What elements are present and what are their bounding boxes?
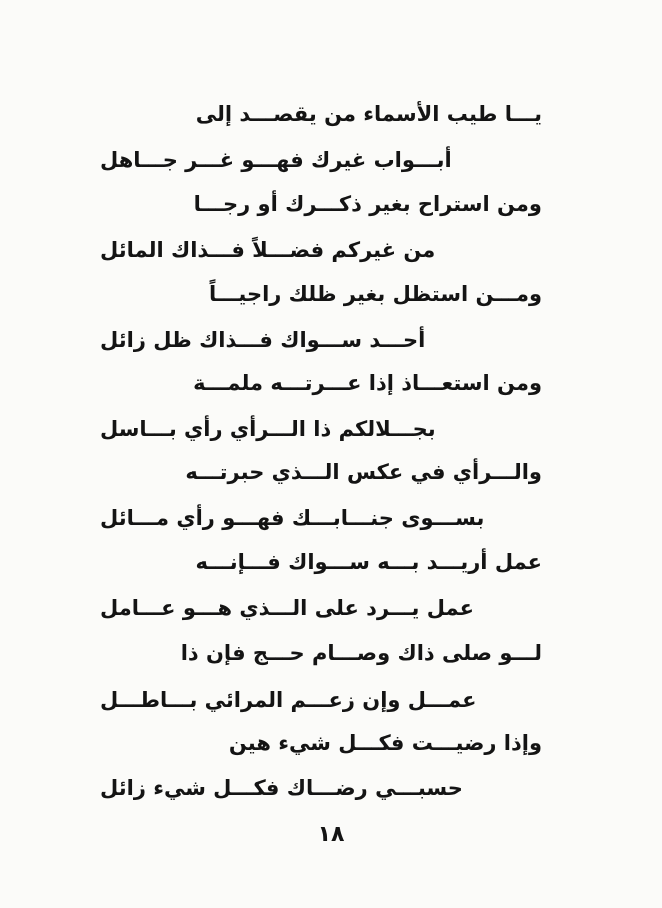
verse-line-15: وإذا رضيـــت فكـــل شيء هين	[228, 731, 542, 755]
verse-line-4: من غيركم فضـــلاً فـــذاك المائل	[100, 238, 436, 262]
verse-line-8: بجـــلالكم ذا الـــرأي رأي بـــاسل	[100, 417, 436, 441]
verse-line-16: حسبـــي رضـــاك فكـــل شيء زائل	[100, 776, 463, 800]
verse-line-3: ومن استراح بغير ذكـــرك أو رجـــا	[193, 192, 542, 216]
verse-line-5: ومـــن استظل بغير ظلك راجيـــاً	[208, 282, 542, 306]
verse-line-10: بســـوى جنـــابـــك فهـــو رأي مـــائل	[100, 506, 485, 530]
verse-line-2: أبـــواب غيرك فهـــو غـــر جـــاهل	[100, 148, 452, 172]
verse-line-11: عمل أريـــد بـــه ســـواك فـــإنـــه	[195, 550, 542, 574]
verse-line-6: أحـــد ســـواك فـــذاك ظل زائل	[100, 328, 426, 352]
verse-line-13: لـــو صلى ذاك وصـــام حـــج فإن ذا	[180, 641, 542, 665]
verse-line-14: عمـــل وإن زعـــم المرائي بـــاطـــل	[100, 688, 477, 712]
verse-line-12: عمل يـــرد على الـــذي هـــو عـــامل	[100, 596, 474, 620]
verse-line-9: والـــرأي في عكس الـــذي حبرتـــه	[185, 460, 542, 484]
verse-line-7: ومن استعـــاذ إذا عـــرتـــه ملمـــة	[193, 371, 542, 395]
verse-line-1: يـــا طيب الأسماء من يقصـــد إلى	[195, 102, 542, 126]
page-number: ١٨	[317, 822, 345, 847]
